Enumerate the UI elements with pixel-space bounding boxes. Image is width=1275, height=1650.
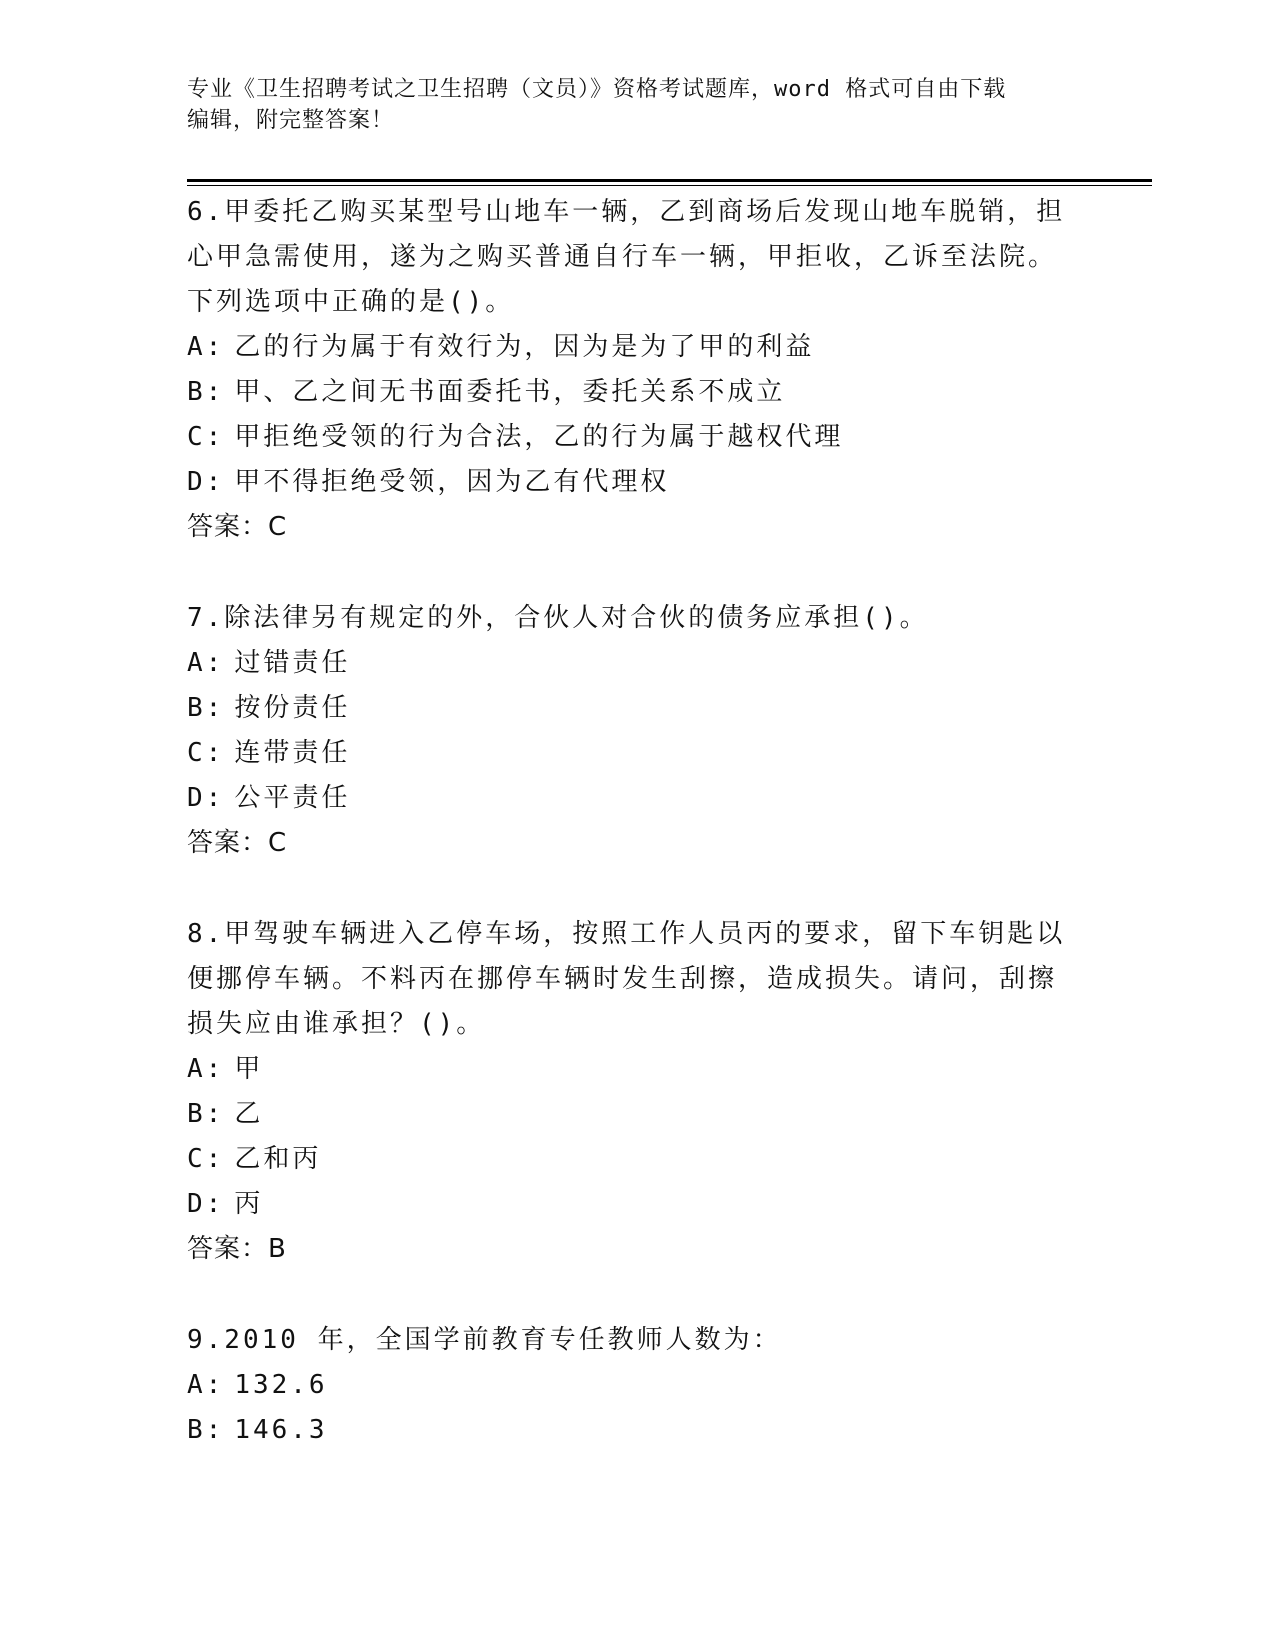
option-letter: D	[187, 467, 206, 497]
option-letter: A	[187, 332, 206, 362]
header-divider-thin	[187, 185, 1152, 186]
option-text: 按份责任	[234, 693, 351, 723]
answer-line: 答案：B	[187, 1234, 287, 1264]
question-stem: 9.2010 年，全国学前教育专任教师人数为：	[187, 1325, 782, 1355]
option-b: B: 146.3	[187, 1408, 1067, 1453]
question-6	[187, 190, 1067, 550]
option-c: C: 甲拒绝受领的行为合法，乙的行为属于越权代理	[187, 415, 1067, 460]
option-b: B: 乙	[187, 1092, 1067, 1137]
option-letter: D	[187, 1189, 206, 1219]
header-line-2: 编辑，附完整答案！	[187, 108, 395, 133]
option-letter: C	[187, 738, 206, 768]
option-c: C: 乙和丙	[187, 1137, 1067, 1182]
option-text: 146.3	[234, 1415, 328, 1445]
option-c: C: 连带责任	[187, 731, 1067, 776]
option-text: 公平责任	[234, 783, 351, 813]
option-letter: C	[187, 1144, 206, 1174]
option-text: 乙	[234, 1099, 264, 1129]
option-text: 乙和丙	[234, 1144, 322, 1174]
option-text: 132.6	[234, 1370, 328, 1400]
header-divider-thick	[187, 179, 1152, 182]
question-stem: 8.甲驾驶车辆进入乙停车场，按照工作人员丙的要求，留下车钥匙以便挪停车辆。不料丙在挪停车辆时发生刮擦，造成损失。请问，刮擦损失应由谁承担？()。	[187, 919, 1066, 1039]
answer-line: 答案：C	[187, 828, 288, 858]
answer-line: 答案：C	[187, 512, 288, 542]
question-7	[187, 596, 1067, 866]
option-text: 过错责任	[234, 648, 351, 678]
option-text: 连带责任	[234, 738, 351, 768]
option-b: B: 按份责任	[187, 686, 1067, 731]
option-letter: D	[187, 783, 206, 813]
option-letter: A	[187, 1370, 206, 1400]
option-text: 乙的行为属于有效行为，因为是为了甲的利益	[234, 332, 815, 362]
option-a: A: 132.6	[187, 1363, 1067, 1408]
option-letter: C	[187, 422, 206, 452]
option-a: A: 甲	[187, 1047, 1067, 1092]
option-d: D: 丙	[187, 1182, 1067, 1227]
option-text: 丙	[234, 1189, 264, 1219]
document-header	[187, 74, 1087, 136]
question-list	[187, 190, 1067, 1453]
option-text: 甲不得拒绝受领，因为乙有代理权	[234, 467, 670, 497]
option-d: D: 公平责任	[187, 776, 1067, 821]
question-stem: 7.除法律另有规定的外，合伙人对合伙的债务应承担()。	[187, 603, 929, 633]
option-text: 甲、乙之间无书面委托书，委托关系不成立	[234, 377, 786, 407]
question-9	[187, 1318, 1067, 1453]
option-text: 甲拒绝受领的行为合法，乙的行为属于越权代理	[234, 422, 844, 452]
option-letter: B	[187, 693, 206, 723]
option-text: 甲	[234, 1054, 264, 1084]
question-stem: 6.甲委托乙购买某型号山地车一辆，乙到商场后发现山地车脱销，担心甲急需使用，遂为之购买普通自行车一辆，甲拒收，乙诉至法院。下列选项中正确的是()。	[187, 197, 1066, 317]
option-a: A: 过错责任	[187, 641, 1067, 686]
option-letter: B	[187, 1099, 206, 1129]
option-letter: B	[187, 377, 206, 407]
option-letter: A	[187, 1054, 206, 1084]
option-d: D: 甲不得拒绝受领，因为乙有代理权	[187, 460, 1067, 505]
option-letter: A	[187, 648, 206, 678]
question-8	[187, 912, 1067, 1272]
option-a: A: 乙的行为属于有效行为，因为是为了甲的利益	[187, 325, 1067, 370]
option-letter: B	[187, 1415, 206, 1445]
option-b: B: 甲、乙之间无书面委托书，委托关系不成立	[187, 370, 1067, 415]
header-line-1: 专业《卫生招聘考试之卫生招聘（文员）》资格考试题库，word 格式可自由下载	[187, 77, 1007, 102]
